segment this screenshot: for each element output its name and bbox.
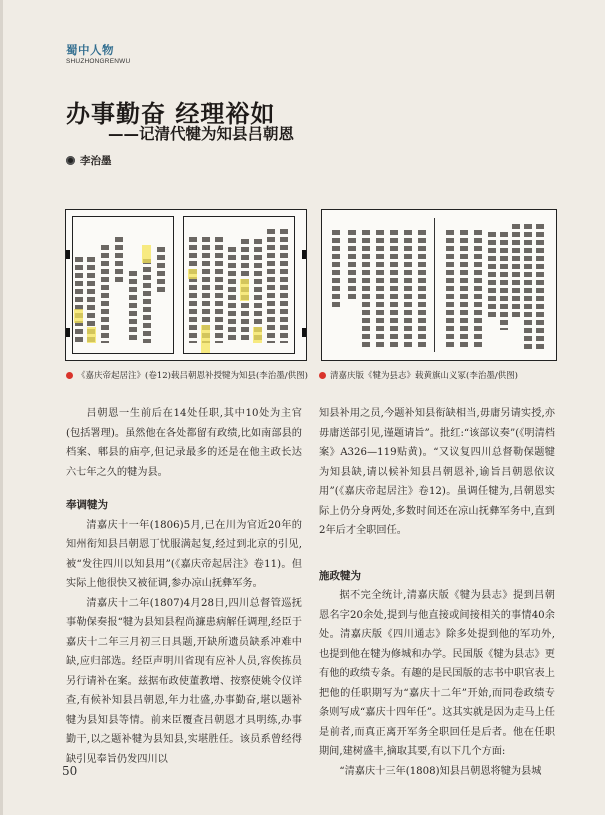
section-heading: 奉调犍为 [66, 499, 108, 511]
section-name-en: SHUZHONGRENWU [66, 58, 131, 65]
figure-gazetteer-scan [321, 209, 557, 361]
article-subtitle: ——记清代犍为知县吕朝恩 [108, 125, 295, 143]
body-column-right [319, 404, 555, 781]
author-byline [66, 153, 112, 168]
caption-text: 清嘉庆版《犍为县志》载黄旗山义冢(李治墨/供图) [330, 371, 518, 381]
body-paragraph: 据不完全统计,清嘉庆版《犍为县志》提到吕朝恩名字20余处,提到与他直接或间接相关的事情40余处。清嘉庆版《四川通志》除多处提到他的军功外,也提到他在犍为修城和办学。民国版《犍为县志》更有他的政绩专条。有趣的是民国版的志书中职官表上把他的任职期写为“嘉庆十二年”开始,而同卷政绩专条则写成“嘉庆十四年任”。这其实就是因为走马上任是前者,而真正离开军务全职回任是后者。他在任职期间,建树盛丰,摘取其要,有以下几个方面: [319, 590, 555, 757]
author-bullet-icon [66, 156, 75, 165]
page-number: 50 [62, 764, 78, 778]
caption-bullet-icon [319, 372, 326, 379]
caption-text: 《嘉庆帝起居注》(卷12)载吕朝恩补授犍为知县(李治墨/供图) [77, 371, 308, 381]
figure-caption-2 [319, 369, 518, 381]
intro-paragraph: 吕朝恩一生前后在14处任职,其中10处为主官(包括署理)。虽然他在各处都留有政绩,比如南部县的档案、郫县的庙亭,但记录最多的还是在他主政长达六七年之久的犍为县。 [66, 408, 302, 478]
page-edge [0, 0, 3, 815]
text-highlight [142, 245, 151, 263]
text-highlight [240, 279, 249, 301]
scan-page-left [72, 216, 174, 354]
scan-page-right [183, 216, 295, 354]
figure-qiju-zhu-scan [65, 209, 307, 361]
figure-caption-1 [66, 369, 308, 381]
text-highlight [87, 327, 96, 343]
text-highlight [188, 269, 197, 279]
section-tag [66, 43, 130, 66]
section-heading: 施政犍为 [319, 569, 361, 582]
body-paragraph: 清嘉庆十二年(1807)4月28日,四川总督管巡抚事勒保奏报“犍为县知县程尚濂患病解任调理,经臣于嘉庆十二年三月初三日具题,开缺所遗员缺系冲难中缺,应归部选。经臣声明川省现有应补人员,容俟拣员另行请补在案。兹据布政使董教增、按察使姚令仪详查,有候补知县吕朝恩,年力壮盛,办事勤奋,堪以题补犍为县知县等情。前来臣覆查吕朝恩才具明练,办事勤干,以之题补犍为县知县,实堪胜任。该员系曾经得缺引见奉旨仍发四川以 [66, 597, 302, 765]
caption-bullet-icon [66, 372, 73, 379]
body-paragraph: 清嘉庆十一年(1806)5月,已在川为官近20年的知州衔知县吕朝恩丁忧服满起复,经过到北京的引见,被“发往四川以知县用”(《嘉庆帝起居注》卷11)。但实际上他很快又被征调,参办凉山抚彝军务。 [66, 519, 302, 589]
body-paragraph-continued: 知县补用之员,今题补知县衔缺相当,毋庸另请实授,亦毋庸送部引见,谨题请旨”。批红:“该部议奏”(《明清档案》A326—119贴黄)。“又议复四川总督勒保题犍为知县缺,请以候补知县吕朝恩补,谕旨吕朝恩依议用”(《嘉庆帝起居注》卷12)。虽调任犍为,吕朝恩实际上仍分身两处,多数时间还在凉山抚彝军务中,直到2年后才全职回任。 [319, 408, 555, 536]
text-highlight [201, 325, 210, 353]
text-highlight [253, 327, 262, 343]
author-name: 李治墨 [80, 155, 112, 167]
article-title: 办事勤奋 经理裕如 [66, 100, 276, 128]
body-column-left [66, 404, 302, 769]
section-name-cn: 蜀中人物 [66, 43, 114, 57]
body-paragraph: “清嘉庆十三年(1808)知县吕朝恩将犍为县城 [339, 765, 542, 777]
text-highlight [74, 309, 83, 323]
